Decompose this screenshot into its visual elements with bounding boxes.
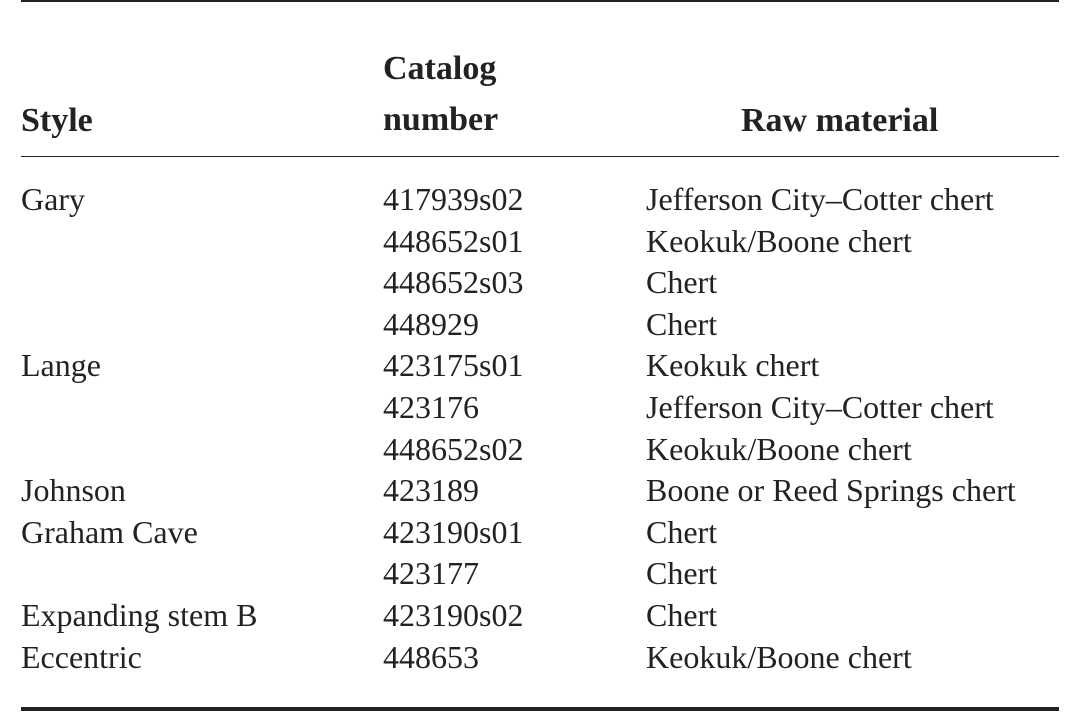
cell-raw-material: Jefferson City–Cotter chert [646, 181, 994, 217]
cell-style: Eccentric [21, 638, 142, 675]
cell-style: Expanding stem B [21, 596, 258, 633]
table-top-rule [21, 0, 1059, 2]
cell-catalog: 448653 [383, 638, 479, 675]
header-catalog-line1: Catalog [383, 50, 497, 87]
cell-catalog: 417939s02 [383, 181, 524, 217]
cell-raw-material: Chert [646, 513, 718, 550]
cell-style: Gary [21, 181, 85, 217]
cell-catalog: 423176 [383, 388, 479, 425]
header-catalog-line2: number [383, 101, 499, 138]
cell-raw-material: Jefferson City–Cotter chert [646, 388, 994, 425]
cell-catalog: 423190s01 [383, 513, 524, 550]
cell-catalog: 423190s02 [383, 596, 524, 633]
table-bottom-rule [21, 707, 1059, 711]
table-row [21, 512, 1061, 554]
cell-style: Johnson [21, 472, 126, 509]
table-row [21, 470, 1061, 512]
table-row [21, 304, 1061, 346]
cell-raw-material: Boone or Reed Springs chert [646, 472, 1016, 509]
cell-style: Graham Cave [21, 513, 198, 550]
cell-catalog: 448929 [383, 305, 479, 342]
cell-raw-material: Chert [646, 596, 718, 633]
table-row [21, 429, 1061, 471]
cell-catalog: 448652s02 [383, 430, 524, 467]
table-row [21, 387, 1061, 429]
cell-raw-material: Chert [646, 305, 718, 342]
table-row [21, 179, 1061, 221]
cell-style: Lange [21, 347, 101, 384]
cell-catalog: 423177 [383, 555, 479, 592]
cell-raw-material: Keokuk chert [646, 347, 820, 384]
cell-raw-material: Keokuk/Boone chert [646, 222, 912, 259]
table-row [21, 595, 1061, 637]
header-raw-material: Raw material [741, 102, 939, 139]
cell-raw-material: Keokuk/Boone chert [646, 430, 912, 467]
table-row [21, 553, 1061, 595]
table-row [21, 345, 1061, 387]
table-row [21, 262, 1061, 304]
header-catalog-number [383, 43, 498, 145]
cell-catalog: 423189 [383, 472, 479, 509]
header-style: Style [21, 102, 93, 139]
cell-catalog: 448652s03 [383, 264, 524, 301]
cell-catalog: 423175s01 [383, 347, 524, 384]
table-row [21, 637, 1061, 679]
cell-raw-material: Keokuk/Boone chert [646, 638, 912, 675]
cell-catalog: 448652s01 [383, 222, 524, 259]
cell-raw-material: Chert [646, 555, 718, 592]
header-rule [21, 156, 1059, 157]
table-row [21, 221, 1061, 263]
table-body [21, 179, 1061, 678]
cell-raw-material: Chert [646, 264, 718, 301]
